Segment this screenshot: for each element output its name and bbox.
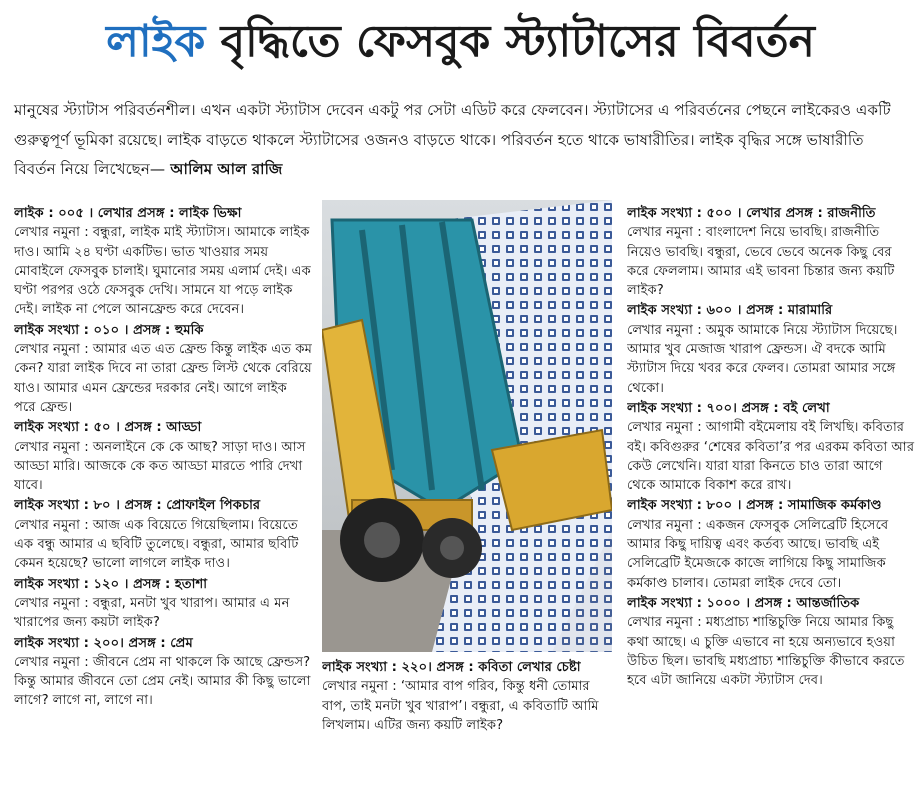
entry	[627, 204, 915, 300]
entry	[627, 301, 915, 397]
entry-heading: লাইক সংখ্যা : ৮০০ । প্রসঙ্গ : সামাজিক কর্মকাণ্ড	[627, 498, 882, 514]
entry-heading: লাইক সংখ্যা : ৬০০ । প্রসঙ্গ : মারামারি	[627, 303, 833, 319]
entry-body: লেখার নমুনা : বন্ধুরা, লাইক মাই স্ট্যাটাস। আমাকে লাইক দাও। আমি ২৪ ঘণ্টা একটিভ। ভাত খাওয়ার সময় মোবাইলে ফেসবুক চালাই। ঘুমানোর সময় এলার্ম দেই। এক ঘণ্টা পরপর ওঠে ফেসবুক দেখি। সামনে যা পড়ে লাইক দেই। লাইক না পেলে আনফ্রেন্ড করে দেবেন।	[14, 225, 311, 318]
entry	[14, 321, 312, 417]
entry-body: লেখার নমুনা : অনলাইনে কে কে আছ? সাড়া দাও। আস আড্ডা মারি। আজকে কে কত আড্ডা মারতে পারি দেখা যাবে।	[14, 439, 306, 494]
intro-text: মানুষের স্ট্যাটাস পরিবর্তনশীল। এখন একটা স্ট্যাটাস দেবেন একটু পর সেটা এডিট করে ফেলবেন। স্ট্যাটাসের এ পরিবর্তনের পেছনে লাইকেরও একটি গুরুত্বপূর্ণ ভূমিকা রয়েছে। লাইক বাড়তে থাকলে স্ট্যাটাসের ওজনও বাড়তে থাকে। পরিবর্তন হতে থাকে ভাষারীতির। লাইক বৃদ্ধির সঙ্গে ভাষারীতি বিবর্তন নিয়ে লিখেছেন—	[14, 101, 891, 178]
entry-body: লেখার নমুনা : মধ্যপ্রাচ্য শান্তিচুক্তি নিয়ে আমার কিছু কথা আছে। এ চুক্তি এভাবে না হয়ে অন্যভাবে হওয়া উচিত ছিল। ভাবছি মধ্যপ্রাচ্য শান্তিচুক্তি কীভাবে করতে হবে এটা জানিয়ে একটা স্ট্যাটাস দেব।	[627, 615, 905, 689]
entry-heading: লাইক সংখ্যা : ৮০ । প্রসঙ্গ : প্রোফাইল পিকচার	[14, 498, 261, 514]
entry-body: লেখার নমুনা : বন্ধুরা, মনটা খুব খারাপ। আমার এ মন খারাপের জন্য কয়টা লাইক?	[14, 595, 290, 631]
entry-body: লেখার নমুনা : আমার এত এত ফ্রেন্ড কিন্তু লাইক এত কম কেন? যারা লাইক দিবে না তারা ফ্রেন্ড লিস্ট থেকে বেরিয়ে যাও। আমার এমন ফ্রেন্ডের দরকার নেই। আগে লাইক পরে ফ্রেন্ড।	[14, 342, 312, 415]
entry-body: লেখার নমুনা : বাংলাদেশ নিয়ে ভাবছি। রাজনীতি নিয়েও ভাবছি। বন্ধুরা, ভেবে ভেবে অনেক কিছু বের করে ফেললাম। আমার এই ভাবনা চিন্তার জন্য কয়টি লাইক?	[627, 225, 895, 299]
entry-heading: লাইক সংখ্যা : ২২০। প্রসঙ্গ : কবিতা লেখার চেষ্টা	[322, 660, 581, 675]
truck-photo	[322, 200, 612, 652]
entry-heading: লাইক সংখ্যা : ১২০ । প্রসঙ্গ : হতাশা	[14, 576, 208, 592]
entry	[627, 496, 915, 592]
entry	[322, 658, 614, 735]
entry-heading: লাইক সংখ্যা : ০১০ । প্রসঙ্গ : হুমকি	[14, 322, 204, 338]
left-column	[14, 204, 312, 784]
entry-heading: লাইক সংখ্যা : ১০০০ । প্রসঙ্গ : আন্তর্জাতিক	[627, 595, 860, 611]
intro-paragraph	[14, 96, 910, 185]
entry	[14, 204, 312, 320]
entry-body: লেখার নমুনা : অমুক আমাকে নিয়ে স্ট্যাটাস দিয়েছে। আমার খুব মেজাজ খারাপ ফ্রেন্ডস। ঐ বদকে আমি স্ট্যাটাস দিয়ে খবর করে ফেলব। তোমরা আমার সঙ্গে থেকো।	[627, 322, 898, 396]
truck-dumping-likes-illustration	[322, 200, 612, 652]
entry	[14, 634, 312, 711]
middle-column	[322, 658, 614, 784]
entry	[627, 399, 915, 495]
entry	[627, 594, 915, 690]
right-column	[627, 204, 915, 784]
entry	[14, 496, 312, 573]
entry-heading: লাইক সংখ্যা : ৭০০। প্রসঙ্গ : বই লেখা	[627, 400, 830, 416]
headline-accent: লাইক	[106, 16, 206, 67]
entry-heading: লাইক সংখ্যা : ৫০০ । লেখার প্রসঙ্গ : রাজনীতি	[627, 206, 876, 221]
entry-body: লেখার নমুনা : জীবনে প্রেম না থাকলে কি আছে ফ্রেন্ডস? কিন্তু আমার জীবনে তো প্রেম নেই। আমার কী কিছু ভালো লাগে? লাগে না, লাগে না।	[14, 654, 311, 709]
entry	[14, 575, 312, 633]
entry-heading: লাইক : ০০৫ । লেখার প্রসঙ্গ : লাইক ভিক্ষা	[14, 206, 242, 221]
entry	[14, 418, 312, 495]
entry-body: লেখার নমুনা : আগামী বইমেলায় বই লিখছি। কবিতার বই। কবিগুরুর ‘শেষের কবিতা’র পর এরকম কবিতা আর কেউ লেখেনি। যারা যারা কিনতে চাও তারা আগে থেকে আমাকে বিকাশ করে রাখ।	[627, 420, 915, 494]
author-name: আলিম আল রাজি	[165, 160, 283, 178]
headline-rest: বৃদ্ধিতে ফেসবুক স্ট্যাটাসের বিবর্তন	[205, 16, 815, 67]
entry-body: লেখার নমুনা : আজ এক বিয়েতে গিয়েছিলাম। বিয়েতে এক বন্ধু আমার এ ছবিটি তুলেছে। বন্ধুরা, আমার ছবিটি কেমন হয়েছে? ভালো লাগলে লাইক দাও।	[14, 517, 299, 572]
entry-heading: লাইক সংখ্যা : ২০০। প্রসঙ্গ : প্রেম	[14, 635, 193, 651]
headline	[0, 12, 921, 72]
entry-body: লেখার নমুনা : একজন ফেসবুক সেলিব্রেটি হিসেবে আমার কিছু দায়িত্ব এবং কর্তব্য আছে। ভাবছি এই সেলিব্রেটি ইমেজকে কাজে লাগিয়ে কিছু সামাজিক কর্মকাণ্ড চালাব। তোমরা লাইক দেবে তো।	[627, 517, 889, 591]
entry-body: লেখার নমুনা : ‘আমার বাপ গরিব, কিন্তু ধনী তোমার বাপ, তাই মনটা খুব খারাপ’। বন্ধুরা, এ কবিতাটি আমি লিখলাম। এটির জন্য কয়টি লাইক?	[322, 679, 599, 733]
entry-heading: লাইক সংখ্যা : ৫০ । প্রসঙ্গ : আড্ডা	[14, 420, 202, 436]
